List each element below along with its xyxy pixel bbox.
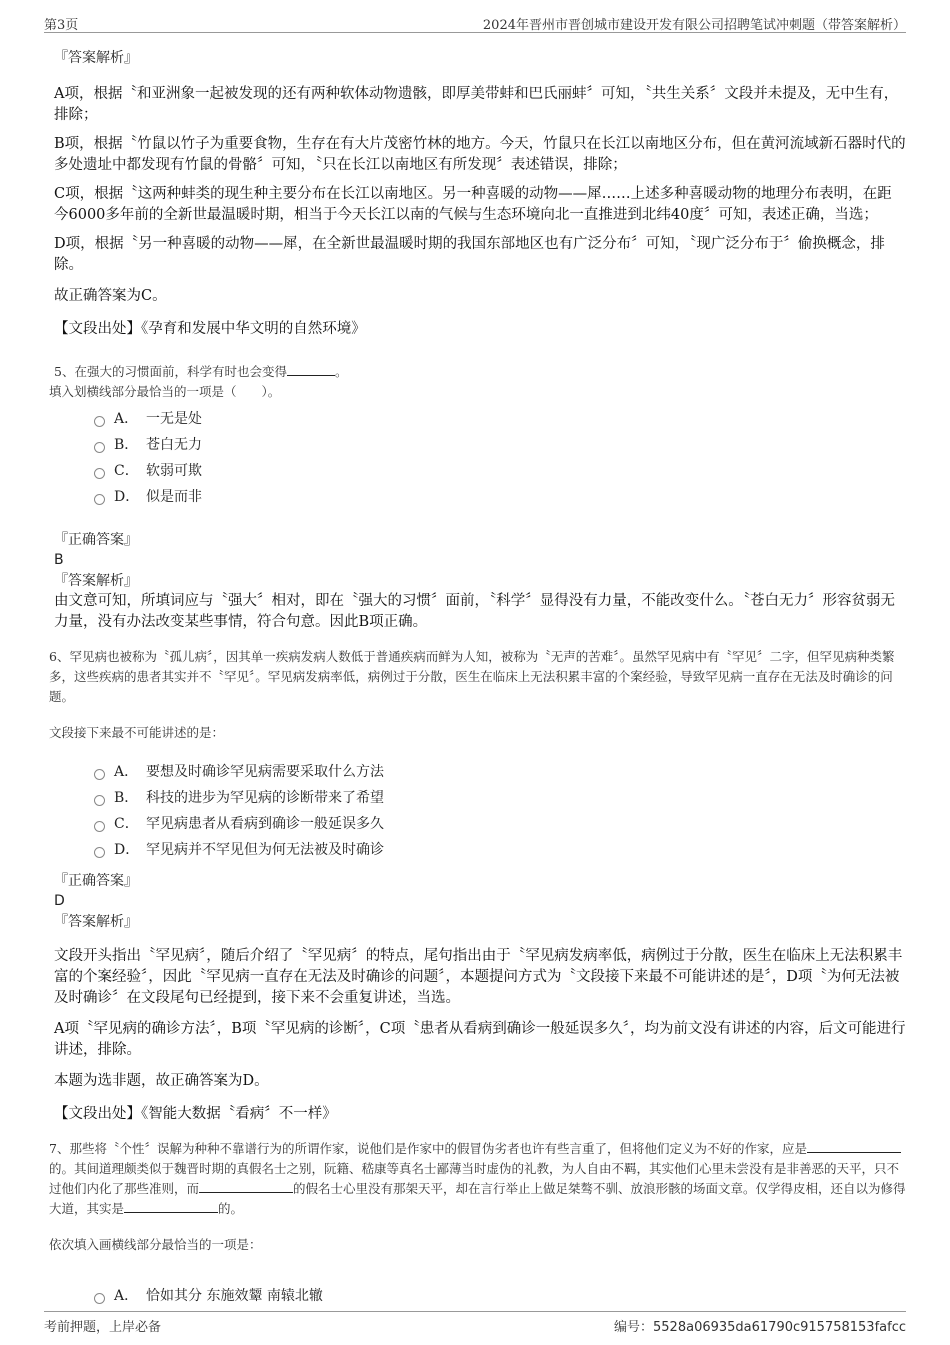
- footer-code: [614, 1316, 906, 1335]
- q6-analysis-2: A项〝罕见病的确诊方法〞，B项〝罕见病的诊断〞，C项〝患者从看病到确诊一般延误多久〞，均为前文没有讲述的内容，后文可能进行讲述，排除。: [54, 1021, 906, 1058]
- q6-option-b[interactable]: B． 科技的进步为罕见病的诊断带来了希望: [54, 785, 906, 811]
- radio-icon[interactable]: [94, 795, 105, 806]
- q5-option-a[interactable]: A． 一无是处: [54, 406, 906, 432]
- q7-options: [54, 1283, 906, 1309]
- q6-correct-label: 『正确答案』: [54, 873, 138, 889]
- question-5: [49, 362, 906, 633]
- q7-blank-1: [807, 1140, 901, 1153]
- q6-conclusion: 本题为选非题，故正确答案为D。: [54, 1073, 269, 1089]
- q6-source: 【文段出处】《智能大数据〝看病〞不一样》: [54, 1106, 337, 1122]
- radio-icon[interactable]: [94, 494, 105, 505]
- q6-option-d[interactable]: D． 罕见病并不罕见但为何无法被及时确诊: [54, 837, 906, 863]
- question-7: [49, 1139, 906, 1309]
- page-content: [49, 40, 906, 1309]
- q6-options: [54, 759, 906, 863]
- radio-icon[interactable]: [94, 1293, 105, 1304]
- q7-stem-part-1: 7、那些将〝个性〞误解为种种不靠谱行为的所谓作家，说他们是作家中的假冒伪劣者也许有些言重了，但将他们定义为不好的作家，应是: [49, 1141, 807, 1156]
- q5-analysis: 由文意可知，所填词应与〝强大〞相对，即在〝强大的习惯〞面前，〝科学〞显得没有力量，不能改变什么。〝苍白无力〞形容贫弱无力量，没有办法改变某些事情，符合句意。因此B项正确。: [54, 593, 895, 630]
- q5-option-b[interactable]: B． 苍白无力: [54, 432, 906, 458]
- q5-option-d[interactable]: D． 似是而非: [54, 484, 906, 510]
- q5-options: [54, 406, 906, 510]
- q5-blank: [287, 363, 335, 376]
- q4-source: 【文段出处】《孕育和发展中华文明的自然环境》: [54, 321, 366, 337]
- q6-prompt: 文段接下来最不可能讲述的是：: [49, 725, 225, 740]
- q4-analysis-a: A项，根据〝和亚洲象一起被发现的还有两种软体动物遗骸，即厚美带蚌和巴氏丽蚌〞可知，〝共生关系〞文段并未提及，无中生有，排除；: [54, 86, 899, 123]
- q5-option-c[interactable]: C． 软弱可欺: [54, 458, 906, 484]
- q7-stem: [49, 1139, 906, 1219]
- radio-icon[interactable]: [94, 821, 105, 832]
- footer-slogan: 考前押题，上岸必备: [44, 1320, 162, 1335]
- radio-icon[interactable]: [94, 769, 105, 780]
- q7-stem-part-2: 的。其间道理颇类似于魏晋时期的真假名士之别，阮籍、嵇康等真名士鄙薄当时虚伪的礼教，为人自由不羁，其实他们心里未尝没有是非善恶的天平，只不过他们内化了那些准则，而: [49, 1161, 900, 1196]
- q5-correct-label: 『正确答案』: [54, 532, 138, 548]
- q4-analysis-c: C项，根据〝这两种蚌类的现生种主要分布在长江以南地区。另一种喜暖的动物——犀……上述多种喜暖动物的地理分布表明，在距今6000多年前的全新世最温暖时期，相当于今天长江以南的气候与生态环境向北一直推进到北纬40度〞可知，表述正确，当选；: [54, 186, 892, 223]
- footer-code-label: 编号：: [614, 1320, 654, 1335]
- page-number: 第3页: [44, 18, 79, 33]
- q7-prompt: 依次填入画横线部分最恰当的一项是：: [49, 1237, 262, 1252]
- q7-blank-2: [199, 1180, 293, 1193]
- document-title: 2024年晋州市晋创城市建设开发有限公司招聘笔试冲刺题（带答案解析）: [482, 18, 906, 33]
- q4-analysis-label: 『答案解析』: [54, 50, 138, 66]
- q6-analysis-1: 文段开头指出〝罕见病〞，随后介绍了〝罕见病〞的特点，尾句指出由于〝罕见病发病率低，病例过于分散，医生在临床上无法积累丰富的个案经验〞，因此〝罕见病一直存在无法及时确诊的问题〞，本题提问方式为〝文段接下来最不可能讲述的是〞，D项〝为何无法被及时确诊〞在文段尾句已经提到，接下来不会重复讲述，当选。: [54, 948, 903, 1006]
- q7-stem-part-4: 的。: [218, 1201, 244, 1216]
- q6-option-a[interactable]: A． 要想及时确诊罕见病需要采取什么方法: [54, 759, 906, 785]
- question-6: [49, 647, 906, 1125]
- radio-icon[interactable]: [94, 847, 105, 858]
- q5-analysis-label: 『答案解析』: [54, 573, 138, 589]
- radio-icon[interactable]: [94, 468, 105, 479]
- q7-blank-3: [124, 1200, 218, 1213]
- q5-stem-end: 。: [334, 364, 348, 379]
- radio-icon[interactable]: [94, 442, 105, 453]
- q4-conclusion: 故正确答案为C。: [54, 288, 167, 304]
- q6-stem: 6、罕见病也被称为〝孤儿病〞，因其单一疾病发病人数低于普通疾病而鲜为人知，被称为〝无声的苦难〞。虽然罕见病中有〝罕见〞二字，但罕见病种类繁多，这些疾病的患者其实并不〝罕见〞。罕见病发病率低，病例过于分散，医生在临床上无法积累丰富的个案经验，导致罕见病一直存在无法及时确诊的问题。: [49, 649, 895, 704]
- q6-answer: D: [54, 893, 65, 909]
- q5-stem-start: 5、在强大的习惯面前，科学有时也会变得: [54, 364, 287, 379]
- page-footer: [44, 1311, 906, 1335]
- q4-analysis-b: B项，根据〝竹鼠以竹子为重要食物，生存在有大片茂密竹林的地方。今天，竹鼠只在长江以南地区分布，但在黄河流域新石器时代的多处遗址中都发现有竹鼠的骨骼〞可知，〝只在长江以南地区有所发现〞表述错误，排除；: [54, 136, 906, 173]
- q5-prompt: 填入划横线部分最恰当的一项是（ ）。: [49, 384, 281, 399]
- q6-analysis-label: 『答案解析』: [54, 914, 138, 930]
- q4-analysis-d: D项，根据〝另一种喜暖的动物——犀，在全新世最温暖时期的我国东部地区也有广泛分布〞可知，〝现广泛分布于〞偷换概念，排除。: [54, 236, 885, 273]
- radio-icon[interactable]: [94, 416, 105, 427]
- footer-code-value: 5528a06935da61790c915758153fafcc: [653, 1320, 906, 1335]
- q7-stem-part-3: 的假名士心里没有那架天平，却在言行举止上做足桀骜不驯、放浪形骸的场面文章。仅学得皮相，还自以为修得大道，其实是: [49, 1181, 906, 1216]
- q5-stem: [54, 362, 906, 382]
- q6-option-c[interactable]: C． 罕见病患者从看病到确诊一般延误多久: [54, 811, 906, 837]
- page-header: [44, 12, 906, 33]
- q5-answer: B: [54, 552, 64, 568]
- q7-option-a[interactable]: A． 恰如其分 东施效颦 南辕北辙: [54, 1283, 906, 1309]
